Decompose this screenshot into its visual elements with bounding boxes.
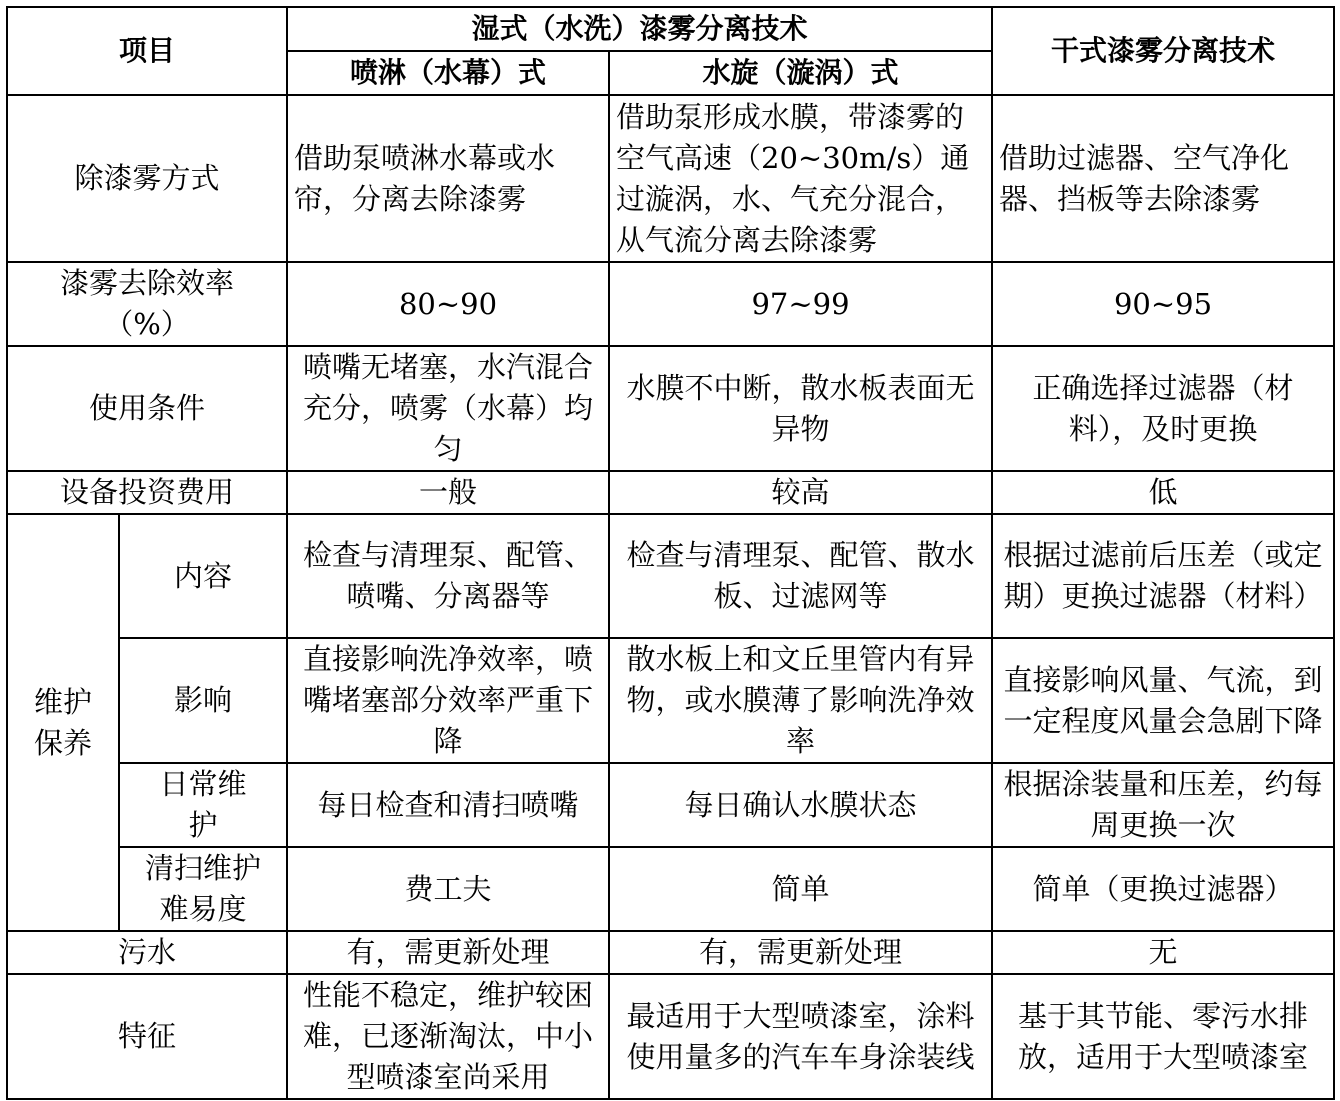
row-label-wastewater: 污水 <box>7 931 287 974</box>
row-label-conditions: 使用条件 <box>7 346 287 471</box>
cell-wastewater-vortex: 有，需更新处理 <box>609 931 992 974</box>
cell-impact-vortex: 散水板上和文丘里管内有异物，或水膜薄了影响洗净效率 <box>609 638 992 763</box>
header-row-1 <box>7 7 1334 51</box>
cell-impact-spray: 直接影响洗净效率，喷嘴堵塞部分效率严重下降 <box>287 638 609 763</box>
row-maintenance-impact <box>7 638 1334 763</box>
cell-difficulty-vortex: 简单 <box>609 847 992 931</box>
cell-efficiency-spray: 80~90 <box>287 262 609 346</box>
cell-difficulty-dry: 简单（更换过滤器） <box>992 847 1334 931</box>
row-efficiency <box>7 262 1334 346</box>
row-conditions <box>7 346 1334 471</box>
row-method <box>7 95 1334 262</box>
cell-impact-dry: 直接影响风量、气流，到一定程度风量会急剧下降 <box>992 638 1334 763</box>
header-dry-technology: 干式漆雾分离技术 <box>992 7 1334 95</box>
cell-difficulty-spray: 费工夫 <box>287 847 609 931</box>
cell-features-vortex: 最适用于大型喷漆室，涂料使用量多的汽车车身涂装线 <box>609 974 992 1099</box>
sub-label-content: 内容 <box>119 514 287 638</box>
cell-cost-dry: 低 <box>992 471 1334 514</box>
header-vortex-type: 水旋（漩涡）式 <box>609 51 992 95</box>
cell-method-dry: 借助过滤器、空气净化器、挡板等去除漆雾 <box>992 95 1334 262</box>
cell-efficiency-vortex: 97~99 <box>609 262 992 346</box>
cell-daily-dry: 根据涂装量和压差，约每周更换一次 <box>992 763 1334 847</box>
cell-content-spray: 检查与清理泵、配管、喷嘴、分离器等 <box>287 514 609 638</box>
cell-wastewater-spray: 有，需更新处理 <box>287 931 609 974</box>
row-features <box>7 974 1334 1099</box>
header-spray-type: 喷淋（水幕）式 <box>287 51 609 95</box>
row-cost <box>7 471 1334 514</box>
row-label-maintenance: 维护保养 <box>7 514 119 931</box>
cell-daily-spray: 每日检查和清扫喷嘴 <box>287 763 609 847</box>
cell-method-spray: 借助泵喷淋水幕或水帘，分离去除漆雾 <box>287 95 609 262</box>
row-maintenance-content <box>7 514 1334 638</box>
cell-wastewater-dry: 无 <box>992 931 1334 974</box>
sub-label-difficulty: 清扫维护难易度 <box>119 847 287 931</box>
cell-content-dry: 根据过滤前后压差（或定期）更换过滤器（材料） <box>992 514 1334 638</box>
row-label-features: 特征 <box>7 974 287 1099</box>
cell-efficiency-dry: 90~95 <box>992 262 1334 346</box>
comparison-table-wrapper <box>6 6 1335 1100</box>
row-maintenance-daily <box>7 763 1334 847</box>
cell-cost-vortex: 较高 <box>609 471 992 514</box>
cell-daily-vortex: 每日确认水膜状态 <box>609 763 992 847</box>
sub-label-impact: 影响 <box>119 638 287 763</box>
sub-label-daily: 日常维护 <box>119 763 287 847</box>
header-wet-technology: 湿式（水洗）漆雾分离技术 <box>287 7 992 51</box>
paint-mist-separation-comparison-table <box>6 6 1335 1100</box>
row-label-cost: 设备投资费用 <box>7 471 287 514</box>
header-item: 项目 <box>7 7 287 95</box>
row-wastewater <box>7 931 1334 974</box>
cell-features-spray: 性能不稳定，维护较困难，已逐渐淘汰，中小型喷漆室尚采用 <box>287 974 609 1099</box>
cell-conditions-vortex: 水膜不中断，散水板表面无异物 <box>609 346 992 471</box>
cell-content-vortex: 检查与清理泵、配管、散水板、过滤网等 <box>609 514 992 638</box>
row-label-efficiency: 漆雾去除效率（%） <box>7 262 287 346</box>
row-label-method: 除漆雾方式 <box>7 95 287 262</box>
cell-features-dry: 基于其节能、零污水排放，适用于大型喷漆室 <box>992 974 1334 1099</box>
cell-conditions-dry: 正确选择过滤器（材料），及时更换 <box>992 346 1334 471</box>
row-maintenance-difficulty <box>7 847 1334 931</box>
cell-method-vortex: 借助泵形成水膜，带漆雾的空气高速（20~30m/s）通过漩涡，水、气充分混合，从气流分离去除漆雾 <box>609 95 992 262</box>
cell-conditions-spray: 喷嘴无堵塞，水汽混合充分，喷雾（水幕）均匀 <box>287 346 609 471</box>
cell-cost-spray: 一般 <box>287 471 609 514</box>
